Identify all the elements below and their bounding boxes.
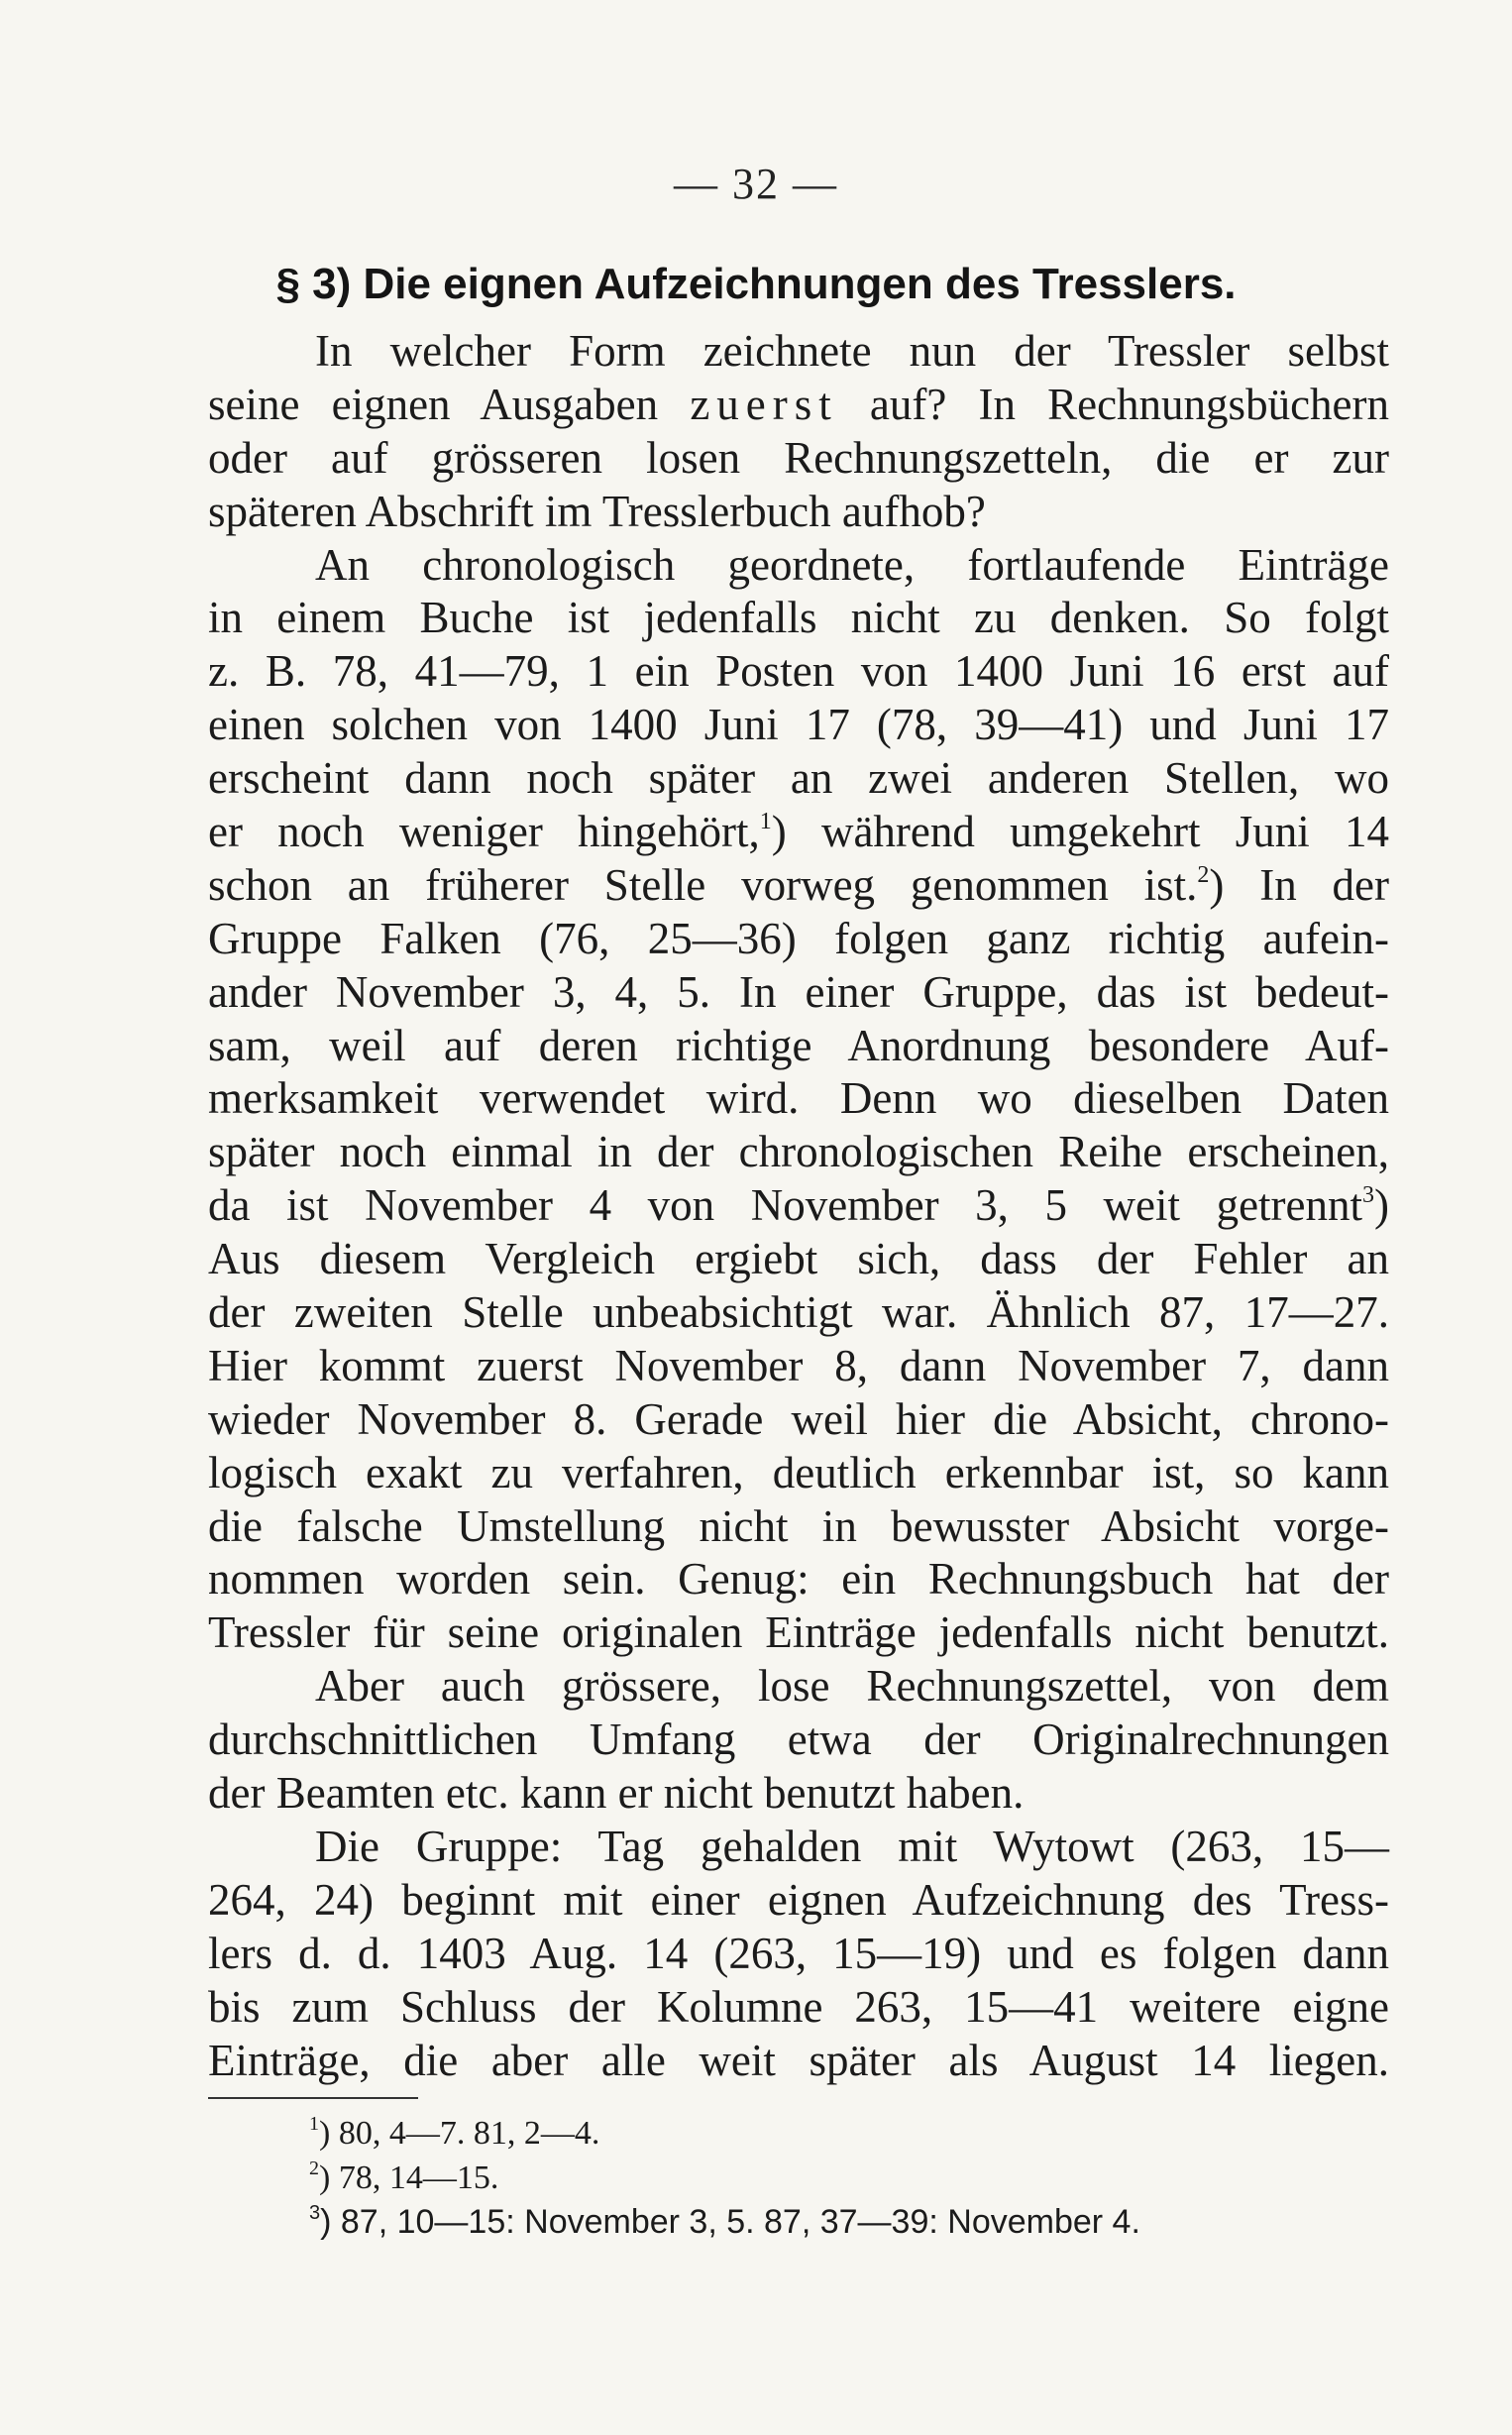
footnote: $^3$) 87, 10—15: November 3, 5. 87, 37—39: November 4. bbox=[309, 2202, 1140, 2241]
body-text bbox=[208, 325, 1389, 2087]
text-line: der Beamten etc. kann er nicht benutzt haben. bbox=[208, 1768, 1025, 1819]
text-line: er noch weniger hingehört,$^1$) während umgekehrt Juni 14 bbox=[208, 807, 1389, 857]
footnote-divider bbox=[208, 2097, 418, 2099]
spaced-emphasis: zuerst bbox=[690, 379, 838, 429]
text-line: die falsche Umstellung nicht in bewusster Absicht vorge- bbox=[208, 1500, 1389, 1551]
text-line: 264, 24) beginnt mit einer eignen Aufzeichnung des Tress- bbox=[208, 1874, 1389, 1925]
page-number: — 32 — bbox=[674, 160, 838, 208]
text-line: An chronologisch geordnete, fortlaufende Einträge bbox=[315, 539, 1389, 590]
footnotes bbox=[309, 2111, 1399, 2245]
text-line: logisch exakt zu verfahren, deutlich erkennbar ist, so kann bbox=[208, 1447, 1389, 1497]
text-line: Tressler für seine originalen Einträge jedenfalls nicht benutzt. bbox=[208, 1607, 1389, 1658]
text-line: später noch einmal in der chronologischen Reihe erscheinen, bbox=[208, 1127, 1389, 1177]
text-line: späteren Abschrift im Tresslerbuch aufhob? bbox=[208, 486, 986, 536]
section-heading: § 3) Die eignen Aufzeichnungen des Tresslers. bbox=[275, 260, 1237, 308]
text-line: Hier kommt zuerst November 8, dann November 7, dann bbox=[208, 1340, 1389, 1390]
text-line: einen solchen von 1400 Juni 17 (78, 39—41) und Juni 17 bbox=[208, 700, 1389, 750]
text-line: sam, weil auf deren richtige Anordnung besondere Auf- bbox=[208, 1020, 1389, 1070]
text-line: durchschnittlichen Umfang etwa der Originalrechnungen bbox=[208, 1715, 1389, 1765]
footnote: $^2$) 78, 14—15. bbox=[309, 2158, 499, 2196]
text-line: ander November 3, 4, 5. In einer Gruppe, das ist bedeut- bbox=[208, 966, 1389, 1017]
footnote: $^1$) 80, 4—7. 81, 2—4. bbox=[309, 2113, 600, 2152]
text-line: oder auf grösseren losen Rechnungszetteln, die er zur bbox=[208, 432, 1389, 483]
text-line: in einem Buche ist jedenfalls nicht zu denken. So folgt bbox=[208, 593, 1389, 643]
footnote-mark: 2 bbox=[309, 2158, 319, 2179]
text-line: der zweiten Stelle unbeabsichtigt war. Ähnlich 87, 17—27. bbox=[208, 1287, 1389, 1338]
text-line: Die Gruppe: Tag gehalden mit Wytowt (263, 15— bbox=[315, 1821, 1389, 1871]
text-line: Gruppe Falken (76, 25—36) folgen ganz richtig aufein- bbox=[208, 913, 1389, 963]
text-line: nommen worden sein. Genug: ein Rechnungsbuch hat der bbox=[208, 1554, 1389, 1605]
footnote-ref: 3 bbox=[1362, 1182, 1374, 1209]
text-line: Aus diesem Vergleich ergiebt sich, dass der Fehler an bbox=[208, 1234, 1389, 1284]
text-line: da ist November 4 von November 3, 5 weit getrennt$^3$) bbox=[208, 1180, 1389, 1231]
text-line: merksamkeit verwendet wird. Denn wo dieselben Daten bbox=[208, 1073, 1389, 1124]
text-line: schon an früherer Stelle vorweg genommen ist.$^2$) In der bbox=[208, 859, 1389, 910]
text-line: wieder November 8. Gerade weil hier die Absicht, chrono- bbox=[208, 1393, 1389, 1444]
text-line: bis zum Schluss der Kolumne 263, 15—41 weitere eigne bbox=[208, 1981, 1389, 2032]
footnote-mark: 3 bbox=[309, 2202, 321, 2224]
footnote-mark: 1 bbox=[309, 2113, 319, 2135]
footnote-ref: 1 bbox=[759, 809, 772, 835]
footnote-ref: 2 bbox=[1197, 861, 1210, 888]
text-line: seine eignen Ausgaben zuerst auf? In Rechnungsbüchern bbox=[208, 379, 1390, 429]
text-line: Einträge, die aber alle weit später als August 14 liegen. bbox=[208, 2035, 1389, 2085]
text-line: Aber auch grössere, lose Rechnungszettel, von dem bbox=[315, 1661, 1389, 1712]
text-line: lers d. d. 1403 Aug. 14 (263, 15—19) und es folgen dann bbox=[208, 1928, 1389, 1978]
text-line: z. B. 78, 41—79, 1 ein Posten von 1400 Juni 16 erst auf bbox=[208, 646, 1389, 697]
text-line: erscheint dann noch später an zwei anderen Stellen, wo bbox=[208, 753, 1389, 804]
text-line: In welcher Form zeichnete nun der Tressler selbst bbox=[315, 326, 1389, 376]
